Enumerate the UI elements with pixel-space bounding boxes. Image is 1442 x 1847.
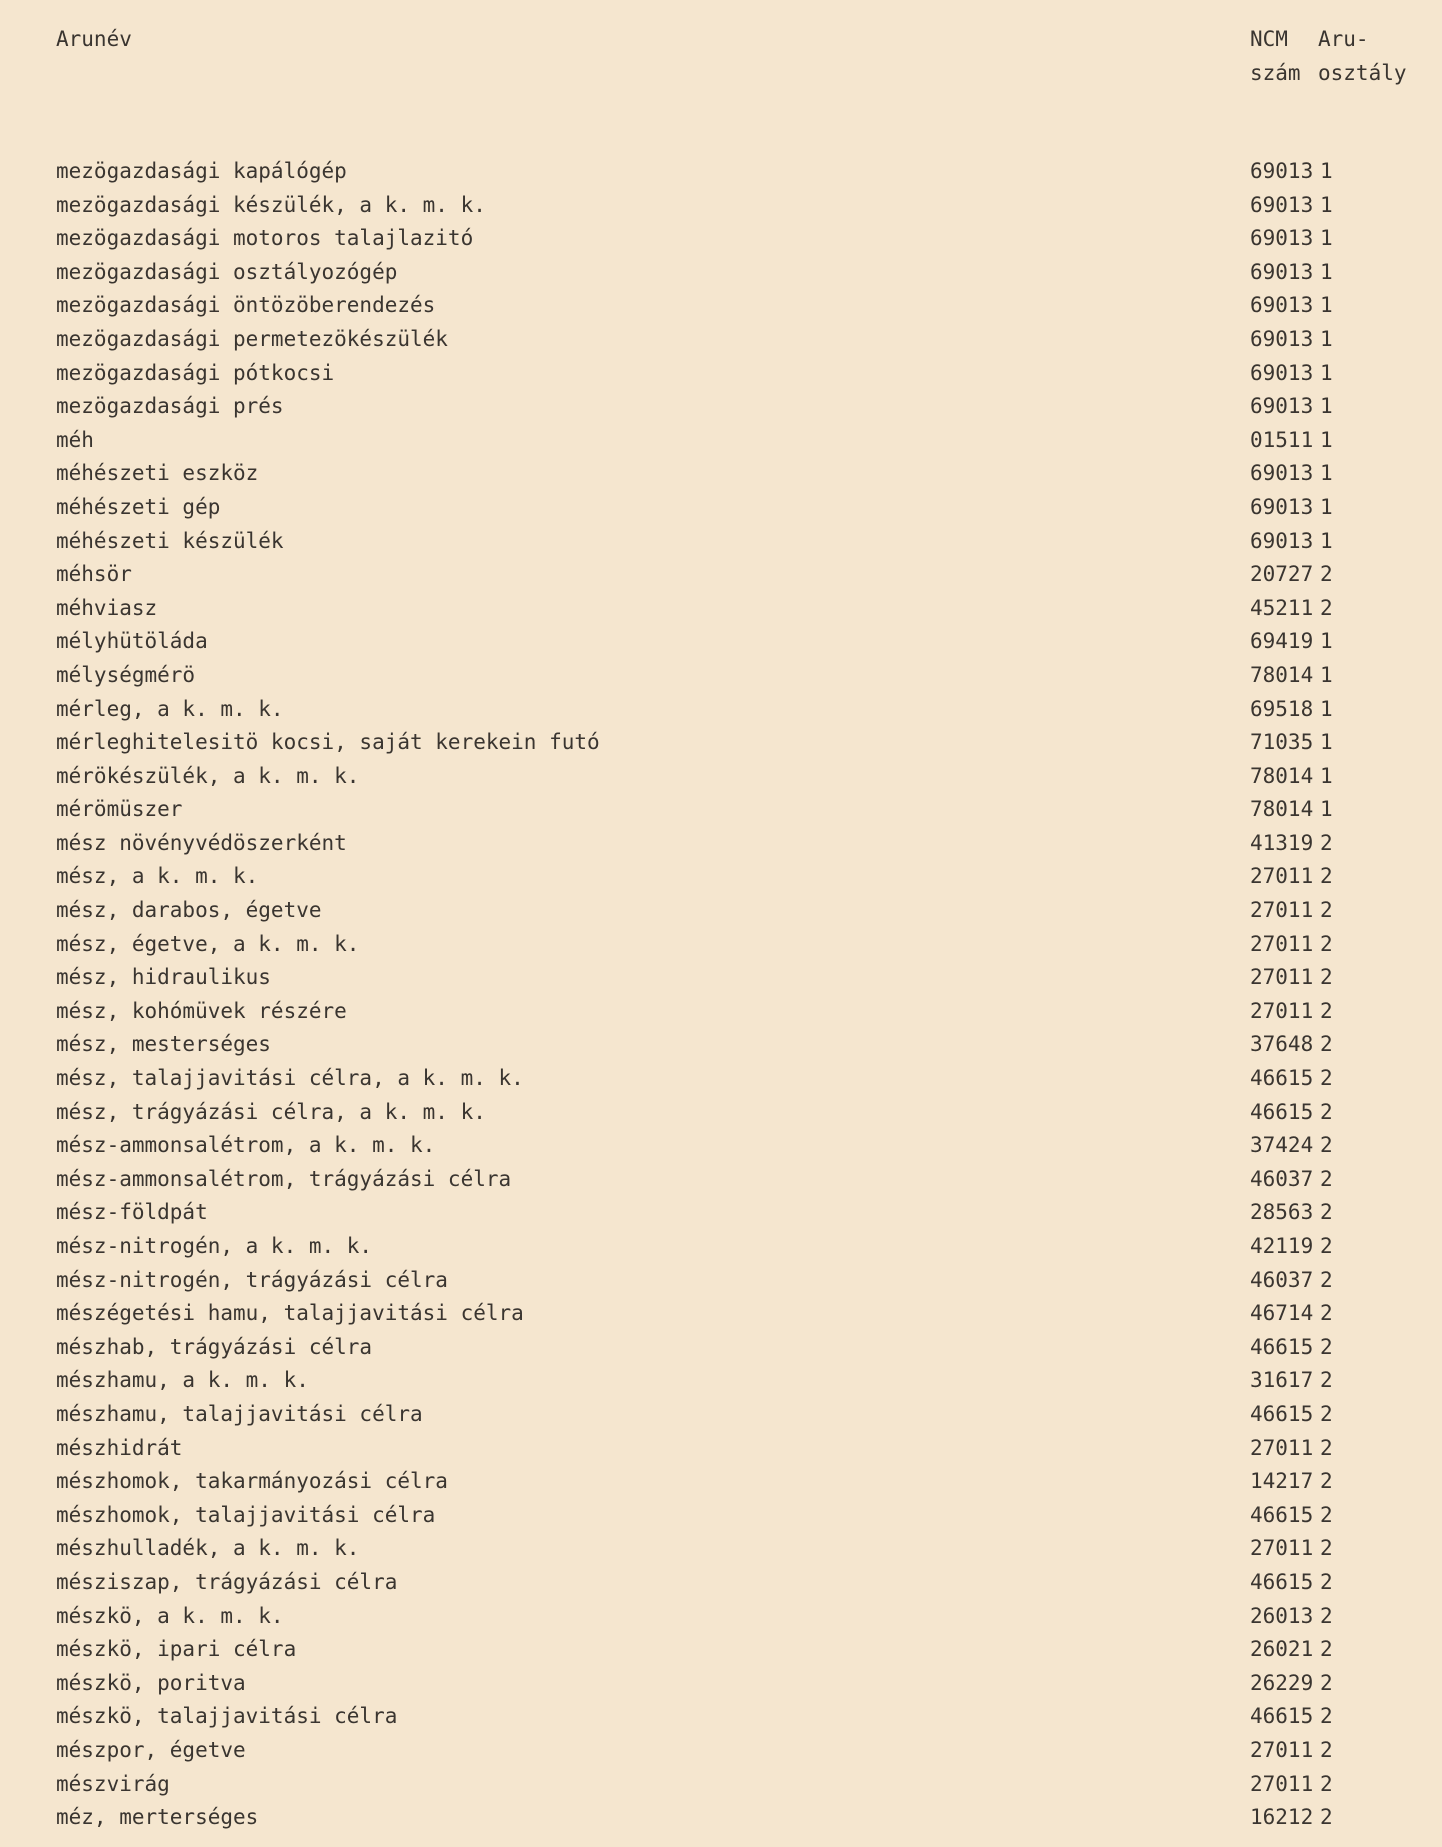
ncm-number: 16212 <box>1250 1805 1314 1830</box>
goods-class: 1 <box>1320 730 1333 755</box>
list-item <box>0 1499 1442 1533</box>
goods-class: 2 <box>1320 864 1333 889</box>
ncm-number: 69013 <box>1250 461 1314 486</box>
product-name: mész-ammonsalétrom, trágyázási célra <box>56 1166 512 1191</box>
ncm-number: 27011 <box>1250 1536 1314 1561</box>
product-name: mezögazdasági öntözöberendezés <box>56 293 436 318</box>
ncm-number: 37424 <box>1250 1133 1314 1158</box>
ncm-number: 41319 <box>1250 830 1314 855</box>
header-goods-class <box>1318 22 1407 90</box>
list-item <box>0 1801 1442 1835</box>
ncm-number: 69013 <box>1250 293 1314 318</box>
list-item <box>0 424 1442 458</box>
product-name: méhviasz <box>56 595 158 620</box>
goods-class: 2 <box>1320 1032 1333 1057</box>
list-item <box>0 1331 1442 1365</box>
list-item <box>0 928 1442 962</box>
goods-class: 2 <box>1320 562 1333 587</box>
ncm-number: 46615 <box>1250 1569 1314 1594</box>
ncm-number: 27011 <box>1250 864 1314 889</box>
product-name: mésziszap, trágyázási célra <box>56 1569 398 1594</box>
product-name: méh <box>56 427 94 452</box>
ncm-number: 69419 <box>1250 629 1314 654</box>
list-item <box>0 995 1442 1029</box>
product-name: mész, darabos, égetve <box>56 898 322 923</box>
goods-class: 2 <box>1320 1368 1333 1393</box>
product-name: mezögazdasági készülék, a k. m. k. <box>56 192 486 217</box>
list-item <box>0 1096 1442 1130</box>
goods-class: 1 <box>1320 696 1333 721</box>
goods-class: 2 <box>1320 1133 1333 1158</box>
list-item <box>0 760 1442 794</box>
list-item <box>0 1734 1442 1768</box>
list-item <box>0 1230 1442 1264</box>
goods-class: 1 <box>1320 763 1333 788</box>
goods-class: 2 <box>1320 1234 1333 1258</box>
ncm-number: 27011 <box>1250 1771 1314 1796</box>
list-item <box>0 961 1442 995</box>
product-name: mezögazdasági motoros talajlazitó <box>56 226 474 251</box>
product-name: mérömüszer <box>56 797 183 822</box>
product-name: mészhomok, talajjavitási célra <box>56 1502 436 1527</box>
product-name: mészpor, égetve <box>56 1737 246 1762</box>
goods-class: 2 <box>1320 1301 1333 1326</box>
list-item <box>0 323 1442 357</box>
ncm-number: 69013 <box>1250 360 1314 385</box>
list-item <box>0 1700 1442 1734</box>
goods-class: 2 <box>1320 1536 1333 1561</box>
list-item <box>0 1398 1442 1432</box>
ncm-number: 46615 <box>1250 1704 1314 1729</box>
ncm-number: 27011 <box>1250 898 1314 923</box>
goods-class: 2 <box>1320 1066 1333 1091</box>
product-name: mész, kohómüvek részére <box>56 998 347 1023</box>
product-name: mérökészülék, a k. m. k. <box>56 763 360 788</box>
list-item <box>0 1667 1442 1701</box>
ncm-number: 69013 <box>1250 226 1314 251</box>
ncm-number: 71035 <box>1250 730 1314 755</box>
product-name: méhészeti eszköz <box>56 461 259 486</box>
product-name: mészvirág <box>56 1771 170 1796</box>
ncm-number: 46714 <box>1250 1301 1314 1326</box>
goods-class: 2 <box>1320 1704 1333 1729</box>
goods-class: 2 <box>1320 1805 1333 1830</box>
list-item <box>0 1566 1442 1600</box>
product-name: mélyhütöláda <box>56 629 208 654</box>
ncm-number: 78014 <box>1250 662 1314 687</box>
goods-class: 1 <box>1320 293 1333 318</box>
goods-class: 1 <box>1320 326 1333 351</box>
goods-class: 1 <box>1320 461 1333 486</box>
list-item <box>0 693 1442 727</box>
ncm-number: 28563 <box>1250 1200 1314 1225</box>
goods-class: 2 <box>1320 1670 1333 1695</box>
ncm-number: 69518 <box>1250 696 1314 721</box>
goods-class: 1 <box>1320 394 1333 419</box>
header-product-name: Arunév <box>56 27 132 51</box>
goods-class: 2 <box>1320 1469 1333 1494</box>
goods-class: 1 <box>1320 797 1333 822</box>
goods-class: 2 <box>1320 1771 1333 1796</box>
product-list <box>0 155 1442 1835</box>
product-name: mész, mesterséges <box>56 1032 271 1057</box>
product-name: méz, merterséges <box>56 1805 259 1830</box>
list-item <box>0 491 1442 525</box>
list-item <box>0 256 1442 290</box>
ncm-number: 26013 <box>1250 1603 1314 1628</box>
list-item <box>0 1062 1442 1096</box>
goods-class: 2 <box>1320 1200 1333 1225</box>
ncm-number: 26229 <box>1250 1670 1314 1695</box>
goods-class: 2 <box>1320 1502 1333 1527</box>
ncm-number: 27011 <box>1250 965 1314 990</box>
list-item <box>0 189 1442 223</box>
product-name: mészhomok, takarmányozási célra <box>56 1469 448 1494</box>
ncm-number: 26021 <box>1250 1637 1314 1662</box>
product-name: mész-nitrogén, trágyázási célra <box>56 1267 448 1292</box>
ncm-number: 78014 <box>1250 797 1314 822</box>
list-item <box>0 357 1442 391</box>
goods-class: 2 <box>1320 1737 1333 1762</box>
product-name: méhészeti gép <box>56 494 221 519</box>
product-name: mészhulladék, a k. m. k. <box>56 1536 360 1561</box>
product-name: mész-ammonsalétrom, a k. m. k. <box>56 1133 436 1158</box>
product-name: mész, talajjavitási célra, a k. m. k. <box>56 1066 524 1091</box>
goods-class: 2 <box>1320 998 1333 1023</box>
ncm-number: 69013 <box>1250 494 1314 519</box>
ncm-number: 20727 <box>1250 562 1314 587</box>
product-name: mezögazdasági kapálógép <box>56 159 347 183</box>
product-name: mélységmérö <box>56 662 196 687</box>
product-name: mezögazdasági permetezökészülék <box>56 326 448 351</box>
product-name: mészhab, trágyázási célra <box>56 1334 373 1359</box>
list-item <box>0 1432 1442 1466</box>
ncm-number: 69013 <box>1250 528 1314 553</box>
product-name: mezögazdasági osztályozógép <box>56 259 398 284</box>
product-name: mészkö, poritva <box>56 1670 246 1695</box>
goods-class: 2 <box>1320 830 1333 855</box>
ncm-number: 27011 <box>1250 998 1314 1023</box>
ncm-number: 78014 <box>1250 763 1314 788</box>
list-item <box>0 558 1442 592</box>
goods-class: 2 <box>1320 1435 1333 1460</box>
list-item <box>0 659 1442 693</box>
header-ncm-number <box>1250 22 1301 90</box>
list-item <box>0 1129 1442 1163</box>
product-name: mezögazdasági pótkocsi <box>56 360 335 385</box>
product-name: mészkö, talajjavitási célra <box>56 1704 398 1729</box>
list-item <box>0 289 1442 323</box>
ncm-number: 46615 <box>1250 1502 1314 1527</box>
product-name: mérleghitelesitö kocsi, saját kerekein futó <box>56 730 600 755</box>
list-item <box>0 1633 1442 1667</box>
ncm-number: 46615 <box>1250 1401 1314 1426</box>
ncm-number: 14217 <box>1250 1469 1314 1494</box>
goods-class: 2 <box>1320 1166 1333 1191</box>
product-name: mész, hidraulikus <box>56 965 271 990</box>
list-item <box>0 726 1442 760</box>
ncm-number: 45211 <box>1250 595 1314 620</box>
product-name: mész növényvédöszerként <box>56 830 347 855</box>
list-item <box>0 390 1442 424</box>
list-item <box>0 827 1442 861</box>
list-item <box>0 793 1442 827</box>
list-item <box>0 525 1442 559</box>
ncm-number: 46615 <box>1250 1334 1314 1359</box>
goods-class: 1 <box>1320 259 1333 284</box>
header-class-line1: Aru- <box>1318 27 1369 51</box>
list-item <box>0 457 1442 491</box>
product-name: mérleg, a k. m. k. <box>56 696 284 721</box>
list-item <box>0 1364 1442 1398</box>
goods-class: 2 <box>1320 898 1333 923</box>
product-name: méhsör <box>56 562 132 587</box>
goods-class: 2 <box>1320 1401 1333 1426</box>
product-name: méhészeti készülék <box>56 528 284 553</box>
goods-class: 1 <box>1320 629 1333 654</box>
goods-class: 2 <box>1320 1569 1333 1594</box>
list-item <box>0 860 1442 894</box>
list-item <box>0 625 1442 659</box>
ncm-number: 69013 <box>1250 159 1314 183</box>
goods-class: 1 <box>1320 528 1333 553</box>
product-name: mészhamu, a k. m. k. <box>56 1368 309 1393</box>
ncm-number: 46037 <box>1250 1166 1314 1191</box>
goods-class: 2 <box>1320 965 1333 990</box>
goods-class: 2 <box>1320 1334 1333 1359</box>
product-name: mezögazdasági prés <box>56 394 284 419</box>
ncm-number: 69013 <box>1250 394 1314 419</box>
header-class-line2: osztály <box>1318 61 1407 85</box>
list-item <box>0 592 1442 626</box>
ncm-number: 69013 <box>1250 326 1314 351</box>
ncm-number: 46615 <box>1250 1066 1314 1091</box>
list-item <box>0 222 1442 256</box>
product-name: mész-földpát <box>56 1200 208 1225</box>
goods-class: 2 <box>1320 1603 1333 1628</box>
goods-class: 2 <box>1320 1637 1333 1662</box>
ncm-number: 27011 <box>1250 1737 1314 1762</box>
product-name: mész, a k. m. k. <box>56 864 259 889</box>
list-item <box>0 1264 1442 1298</box>
list-item <box>0 1028 1442 1062</box>
product-name: mészkö, a k. m. k. <box>56 1603 284 1628</box>
goods-class: 2 <box>1320 1267 1333 1292</box>
ncm-number: 69013 <box>1250 192 1314 217</box>
ncm-number: 37648 <box>1250 1032 1314 1057</box>
list-item <box>0 1297 1442 1331</box>
header-ncm-line1: NCM <box>1250 27 1288 51</box>
list-item <box>0 155 1442 189</box>
list-item <box>0 1532 1442 1566</box>
goods-class: 1 <box>1320 159 1333 183</box>
product-name: mészégetési hamu, talajjavitási célra <box>56 1301 524 1326</box>
list-item <box>0 1768 1442 1802</box>
goods-class: 1 <box>1320 226 1333 251</box>
list-item <box>0 1465 1442 1499</box>
product-name: mészhamu, talajjavitási célra <box>56 1401 423 1426</box>
ncm-number: 42119 <box>1250 1234 1314 1258</box>
goods-class: 2 <box>1320 1099 1333 1124</box>
list-item <box>0 894 1442 928</box>
product-name: mész, égetve, a k. m. k. <box>56 931 360 956</box>
ncm-number: 27011 <box>1250 1435 1314 1460</box>
goods-class: 1 <box>1320 360 1333 385</box>
ncm-number: 27011 <box>1250 931 1314 956</box>
goods-class: 2 <box>1320 595 1333 620</box>
ncm-number: 46037 <box>1250 1267 1314 1292</box>
goods-class: 1 <box>1320 192 1333 217</box>
goods-class: 1 <box>1320 494 1333 519</box>
ncm-number: 31617 <box>1250 1368 1314 1393</box>
product-name: mészhidrát <box>56 1435 183 1460</box>
goods-class: 1 <box>1320 662 1333 687</box>
list-item <box>0 1600 1442 1634</box>
product-name: mész-nitrogén, a k. m. k. <box>56 1234 373 1258</box>
goods-class: 1 <box>1320 427 1333 452</box>
header-ncm-line2: szám <box>1250 61 1301 85</box>
ncm-number: 69013 <box>1250 259 1314 284</box>
ncm-number: 46615 <box>1250 1099 1314 1124</box>
list-item <box>0 1196 1442 1230</box>
list-item <box>0 1163 1442 1197</box>
product-name: mészkö, ipari célra <box>56 1637 297 1662</box>
ncm-number: 01511 <box>1250 427 1314 452</box>
product-name: mész, trágyázási célra, a k. m. k. <box>56 1099 486 1124</box>
goods-class: 2 <box>1320 931 1333 956</box>
